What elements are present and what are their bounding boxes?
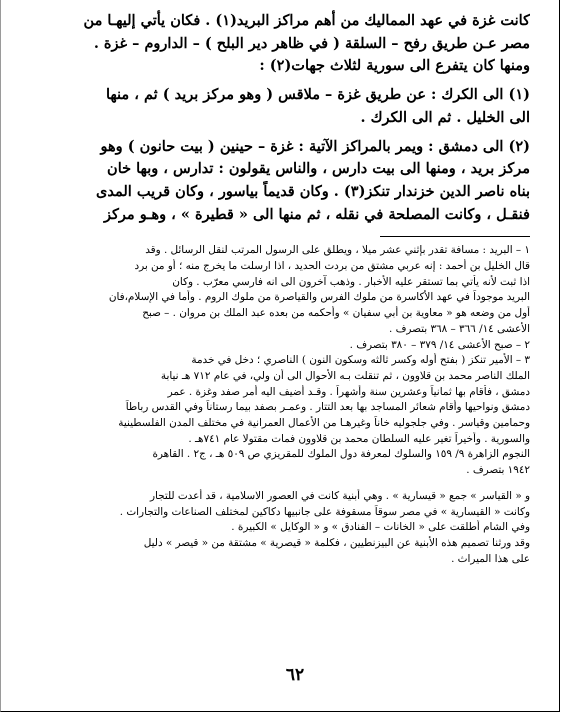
footnote-line: ١٩٤٢ بتصرف . xyxy=(466,464,530,477)
footnotes xyxy=(60,243,530,479)
footnote-line: وقد ورثنا تصميم هذه الأبنية عن البيزنطيين ، فكلمة « قيصرية » مشتقة من « قيصر » دليل xyxy=(143,536,530,549)
footnote-line: وفي الشام أطلقت على « الخانات – الفنادق » و « الوكايل » الكبيرة . xyxy=(231,521,530,534)
main-line: الى الخليل . ثم الى الكرك . xyxy=(360,108,530,126)
footnote-line: أول من وضعه هو « معاوية بن أبي سفيان » وأحكمه من بعده عبد الملك بن مروان . – صبح xyxy=(142,307,530,320)
footnote-line: البريد موجوداً في عهد الأكاسرة من ملوك الفرس والقياصرة من ملوك الروم . وأما في الإسلام،فان xyxy=(108,291,530,304)
footnote-line: ٢ – صبح الأعشى ١٤/ ٣٧٩ – ٣٨٠ بتصرف . xyxy=(349,338,530,351)
footnote-line: اذا ثبت لأنه يأتي بما تستقر عليه الأخبار . وذهب آخرون الى انه فارسي معرّب . وكان xyxy=(172,275,530,288)
footnote-line: على هذا الميراث . xyxy=(451,552,530,565)
book-page xyxy=(60,10,530,690)
main-line: مصر عـن طريق رفح – السلقة ( في ظاهر دير البلح ) – الداروم – غزة . xyxy=(93,34,530,52)
main-text xyxy=(60,10,530,226)
main-line: ومنها كان يتفرع الى سورية لثلاث جهات(٢) : xyxy=(259,57,530,75)
main-line: بناه ناصر الدين خزندار تنكز(٣) . وكان قديماً بياسور ، وكان قريب المدى xyxy=(96,182,530,200)
footnote-line: ٣ – الأمير تنكز ( بفتح أوله وكسر ثالثه وسكون النون ) الناصري ؛ دخل في خدمة xyxy=(191,354,530,367)
footnote-separator xyxy=(380,236,530,237)
footnote-line: وحمامين وقياسر . وفي جلجوليه خاناً وغيرهـا من الأعمال العمرانية في مختلف المدن الفلسطينية xyxy=(118,417,530,430)
page-number: ٦٢ xyxy=(285,665,305,685)
footnote-line: دمشق ونواحيها وأقام شعائر المساجد بها بعد التتار . وعمـر بصفد بيما رستاناً وفي القدس رباطاً xyxy=(125,401,530,414)
footnote-line: قال الخليل بن أحمد : إنه عربي مشتق من بردت الحديد ، اذا ارسلت ما يخرج منه ؛ أو من برد xyxy=(134,260,530,273)
main-line: (١) الى الكرك : عن طريق غزة – ملاقس ( وهو مركز بريد ) ثم ، منها xyxy=(105,86,530,104)
footnote-line: الملك الناصر محمد بن قلاوون ، ثم تنقلت بـه الأحوال الى أن ولي، في عام ٧١٢ هـ نيابة xyxy=(160,369,530,382)
footnote-line: والسورية . وأخيراً تغير عليه السلطان محمد بن قلاوون فمات مقتولا عام ٧٤١هـ . xyxy=(188,432,530,445)
main-line: (٢) الى دمشق : ويمر بالمراكز الآتية : غزة – حينين ( بيت حانون ) وهو xyxy=(100,137,530,155)
footnotes-continuation xyxy=(60,489,530,568)
footnote-line: و « القياسر » جمع « قيسارية » . وهي أبنية كانت في العصور الاسلامية ، قد أعدت للتجار xyxy=(149,489,530,502)
main-line: مركز بريد ، ومنها الى بيت دارس ، والناس يقولون : تدارس ، وبها خان xyxy=(107,160,530,178)
footnote-line: وكانت « القيسارية » في مصر سوقاً مسقوفة على جانبيها دكاكين لمختلف الصناعات والتجارات . xyxy=(119,505,530,518)
footnote-line: النجوم الزاهرة ٩/ ١٥٩ والسلوك لمعرفة دول الملوك للمقريزي ص ٥٠٩ هـ ، ج٢ . القاهرة xyxy=(152,448,530,461)
footnote-line: دمشق ، فأقام بها ثمانياً وعشرين سنة وأشهراً . وقـد أضيف اليه أمر صفد وغزة . عمر xyxy=(167,385,530,398)
main-line: فنقـل ، وكانت المصلحة في نقله ، ثم منها الى « قطيرة » ، وهـو مركز xyxy=(104,205,530,223)
footnote-line: ١ – البريد : مسافة تقدر بإثني عشر ميلا ، ويطلق على الرسول المرتب لنقل الرسائل . وقد xyxy=(145,244,530,257)
footnote-line: الأعشى ١٤/ ٣٦٦ – ٣٦٨ بتصرف . xyxy=(389,322,530,335)
main-line: كانت غزة في عهد المماليك من أهم مراكز البريد(١) . فكان يأتي إليهـا من xyxy=(83,12,530,29)
